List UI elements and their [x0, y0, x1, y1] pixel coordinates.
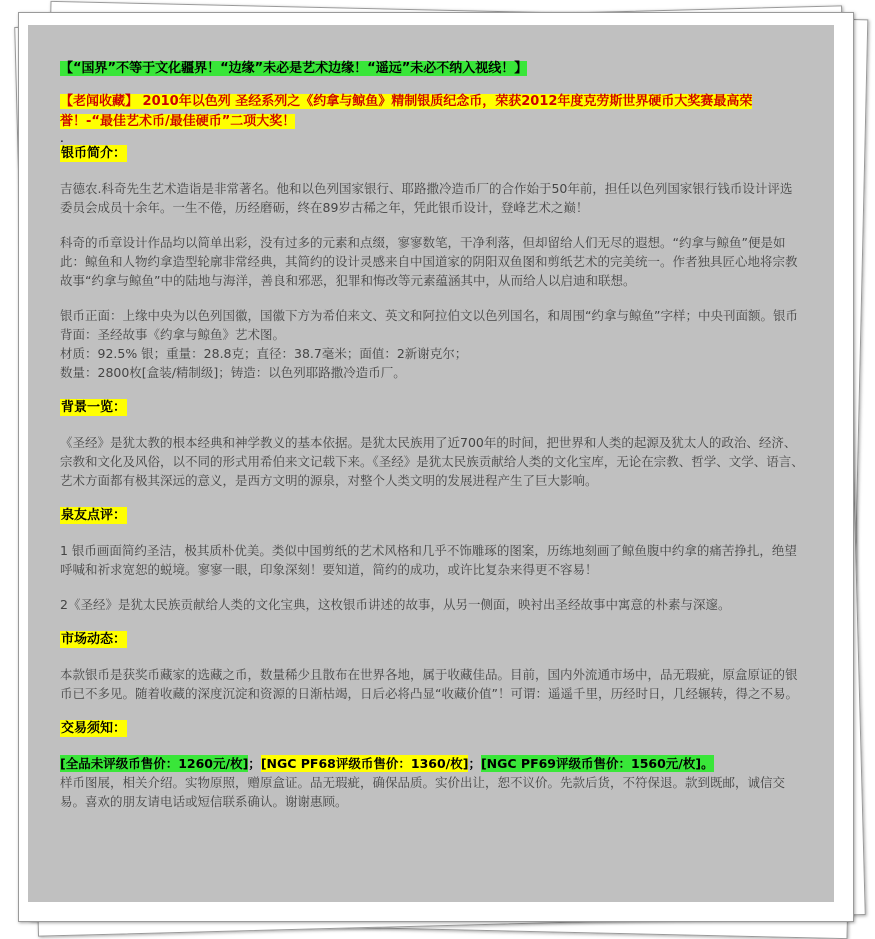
spec-line-2: 数量：2800枚[盒装/精制级]；铸造：以色列耶路撒冷造币厂。: [60, 365, 406, 380]
intro-paragraph-1: 吉德农.科奇先生艺术造诣是非常著名。他和以色列国家银行、耶路撒冷造币厂的合作始于50年前，担任以色列国家银行钱币设计评选委员会成员十余年。一生不倦，历经磨砺，终在89岁古稀之年，凭此银币设计，登峰艺术之巅！: [60, 181, 793, 215]
section-heading-market: 市场动态：: [61, 632, 127, 647]
dot-marker: .: [60, 131, 64, 145]
intro-paragraph-2: 科奇的币章设计作品均以简单出彩，没有过多的元素和点缀，寥寥数笔，干净利落，但却留给人们无尽的遐想。“约拿与鲸鱼”便是如此：鲸鱼和人物约拿造型轮廓非常经典，其简约的设计灵感来自中国道家的阴阳双鱼图和剪纸艺术的完美统一。作者独具匠心地将宗教故事“约拿与鲸鱼”中的陆地与海洋，善良和邪恶，犯罪和悔改等元素蕴涵其中，从而给人以启迪和联想。: [60, 235, 798, 288]
title-line: 【“国界”不等于文化疆界！“边缘”未必是艺术边缘！“遥远”未必不纳入视线！】: [60, 61, 528, 76]
news-headline: 【老闻收藏】 2010年以色列 圣经系列之《约拿与鲸鱼》精制银质纪念币，荣获2012年度克劳斯世界硬币大奖赛最高荣誉！-“最佳艺术币/最佳硬币”二项大奖！: [60, 94, 753, 129]
intro-paragraph-3: 银币正面：上缘中央为以色列国徽，国徽下方为希伯来文、英文和阿拉伯文以色列国名，和周围“约拿与鲸鱼”字样；中央刊面额。银币背面：圣经故事《约拿与鲸鱼》艺术图。: [60, 308, 798, 342]
price-separator: ；: [468, 756, 481, 771]
section-heading-background: 背景一览：: [61, 400, 127, 415]
content-panel: [28, 25, 834, 902]
price-line: [60, 754, 804, 773]
price-ngc-pf68: [NGC PF68评级币售价：1360/枚]: [260, 756, 469, 771]
price-ungraded: [全品未评级币售价：1260元/枚]: [60, 756, 249, 771]
market-paragraph: 本款银币是获奖币藏家的选藏之币，数量稀少且散布在世界各地，属于收藏佳品。目前，国内外流通市场中，品无瑕疵，原盒原证的银币已不多见。随着收藏的深度沉淀和资源的日渐枯竭，日后必将凸显“收藏价值”！可谓：遥遥千里，历经时日，几经辗转，得之不易。: [60, 667, 798, 701]
price-ngc-pf69: [NGC PF69评级币售价：1560元/枚]。: [480, 756, 714, 771]
article-content: [60, 59, 804, 811]
trade-notes: 样币图展，相关介绍。实物原照，赠原盒证。品无瑕疵，确保品质。实价出让，恕不议价。先款后货，不符保退。款到既邮，诚信交易。喜欢的朋友请电话或短信联系确认。谢谢惠顾。: [60, 775, 786, 809]
spec-line-1: 材质：92.5% 银；重量：28.8克；直径：38.7毫米；面值：2新谢克尔；: [60, 346, 468, 361]
section-heading-intro: 银币简介：: [61, 146, 127, 161]
review-paragraph-1: 1 银币画面简约圣洁，极其质朴优美。类似中国剪纸的艺术风格和几乎不饰雕琢的图案，历练地刻画了鲸鱼腹中约拿的痛苦挣扎，绝望呼喊和祈求宽恕的蜕境。寥寥一眼，印象深刻！要知道，简约的成功，或许比复杂来得更不容易！: [60, 543, 797, 577]
review-paragraph-2: 2《圣经》是犹太民族贡献给人类的文化宝典，这枚银币讲述的故事，从另一侧面，映衬出圣经故事中寓意的朴素与深邃。: [60, 597, 731, 612]
section-heading-reviews: 泉友点评：: [61, 508, 127, 523]
background-paragraph: 《圣经》是犹太教的根本经典和神学教义的基本依据。是犹太民族用了近700年的时间，把世界和人类的起源及犹太人的政治、经济、宗教和文化及风俗，以不同的形式用希伯来文记载下来。《圣经》是犹太民族贡献给人类的文化宝库，无论在宗教、哲学、文学、语言、艺术方面都有极其深远的意义，是西方文明的源泉，对整个人类文明的发展进程产生了巨大影响。: [60, 435, 804, 488]
section-heading-trade: 交易须知：: [61, 721, 127, 736]
price-separator: ；: [248, 756, 261, 771]
